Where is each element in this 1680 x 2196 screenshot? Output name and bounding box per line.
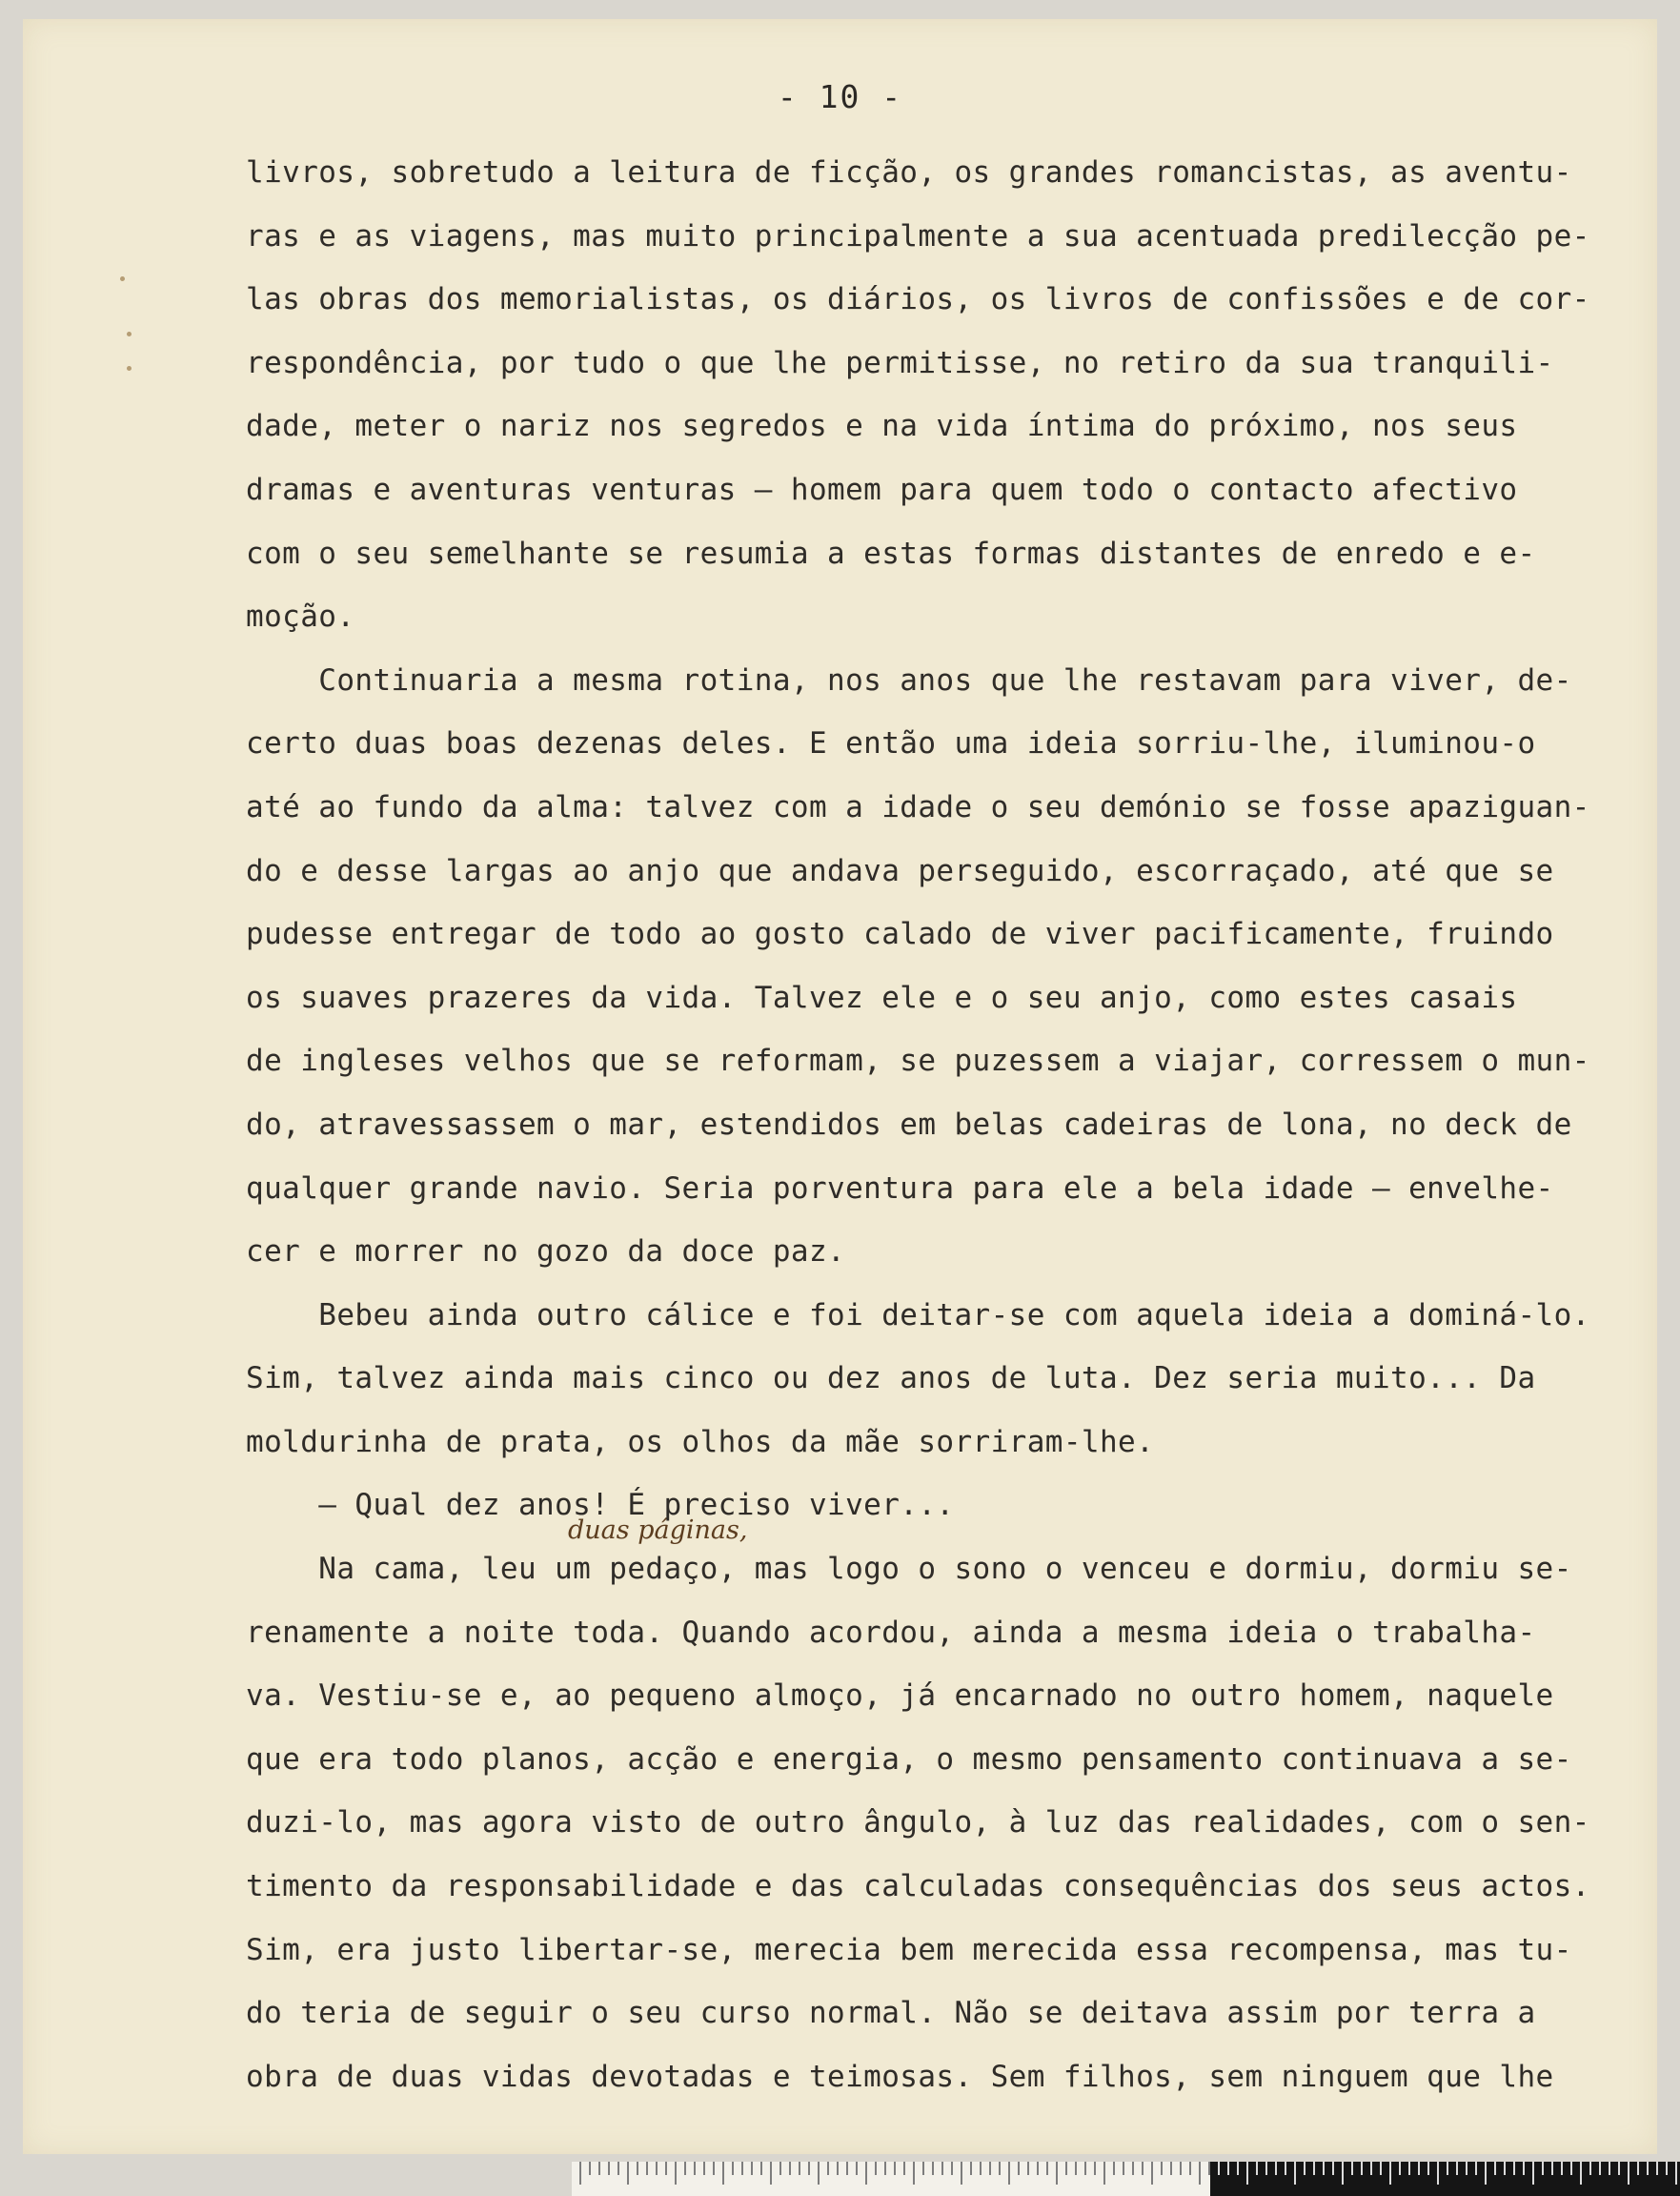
scale-tick (1046, 2162, 1048, 2175)
scale-tick (694, 2162, 696, 2175)
scale-tick (1094, 2162, 1096, 2175)
scale-tick (751, 2162, 753, 2175)
text-line: moção. (246, 600, 355, 635)
scale-tick (1275, 2162, 1277, 2175)
text-line: Na cama, leu um pedaço, mas logo o sono o venceu e dormiu, dormiu se- (246, 1552, 1572, 1587)
scale-tick (827, 2162, 829, 2175)
scale-tick (999, 2162, 1001, 2175)
scale-tick (722, 2162, 724, 2185)
scale-tick (1561, 2162, 1563, 2175)
scale-tick (865, 2162, 867, 2185)
scale-tick (665, 2162, 667, 2175)
scale-tick (703, 2162, 705, 2175)
scale-tick (1551, 2162, 1553, 2175)
text-line: Continuaria a mesma rotina, nos anos que lhe restavam para viver, de- (246, 662, 1572, 698)
scale-tick (1675, 2162, 1677, 2185)
text-line: ras e as viagens, mas muito principalmente a sua acentuada predilecção pe- (246, 218, 1590, 254)
scale-tick (837, 2162, 839, 2175)
scale-tick (818, 2162, 820, 2185)
text-line: qualquer grande navio. Seria porventura para ele a bela idade — envelhe- (246, 1170, 1554, 1206)
scale-tick (1208, 2162, 1210, 2175)
text-line: pudesse entregar de todo ao gosto calado de viver pacificamente, fruindo (246, 917, 1554, 952)
text-line: que era todo planos, acção e energia, o mesmo pensamento continuava a se- (246, 1741, 1572, 1777)
scale-tick (1456, 2162, 1458, 2175)
text-line: va. Vestiu-se e, ao pequeno almoço, já encarnado no outro homem, naquele (246, 1678, 1554, 1714)
scale-tick (1589, 2162, 1591, 2175)
scale-tick (1265, 2162, 1267, 2175)
scale-tick (1189, 2162, 1191, 2175)
scale-tick (789, 2162, 791, 2175)
scale-tick (1504, 2162, 1506, 2175)
scale-tick (1532, 2162, 1534, 2185)
scale-tick (1056, 2162, 1058, 2185)
scale-tick (589, 2162, 591, 2175)
scale-tick (675, 2162, 677, 2185)
scale-tick (1285, 2162, 1286, 2175)
scale-tick (1609, 2162, 1610, 2175)
scale-tick (713, 2162, 715, 2175)
scale-tick (617, 2162, 619, 2175)
scale-tick (1113, 2162, 1115, 2175)
text-line: Sim, talvez ainda mais cinco ou dez anos de luta. Dez seria muito... Da (246, 1361, 1536, 1396)
scale-tick (1227, 2162, 1229, 2175)
scale-tick (1237, 2162, 1239, 2175)
scale-tick (1475, 2162, 1477, 2175)
scale-tick (1656, 2162, 1658, 2175)
color-scale-ruler (572, 2162, 1680, 2196)
scale-tick (1466, 2162, 1467, 2175)
scale-tick (1666, 2162, 1668, 2175)
scale-tick (598, 2162, 600, 2175)
text-line: Sim, era justo libertar-se, merecia bem merecida essa recompensa, mas tu- (246, 1932, 1572, 1967)
scale-tick (1542, 2162, 1544, 2175)
scale-tick (1447, 2162, 1448, 2175)
text-line: do teria de seguir o seu curso normal. Não se deitava assim por terra a (246, 1996, 1536, 2031)
scale-tick (1037, 2162, 1039, 2175)
scale-tick (1027, 2162, 1029, 2175)
scale-tick (760, 2162, 762, 2175)
scale-tick (1065, 2162, 1067, 2175)
scale-tick (1142, 2162, 1144, 2175)
scale-tick (646, 2162, 648, 2175)
scale-tick (637, 2162, 638, 2175)
scale-tick (1332, 2162, 1334, 2175)
scale-tick (1103, 2162, 1105, 2185)
scale-tick (951, 2162, 953, 2175)
scale-tick (808, 2162, 810, 2175)
text-line: duzi-lo, mas agora visto de outro ângulo, à luz das realidades, com o sen- (246, 1805, 1590, 1840)
scale-tick (1361, 2162, 1363, 2175)
scale-tick (732, 2162, 734, 2175)
scale-tick (1256, 2162, 1258, 2175)
scale-tick (1599, 2162, 1601, 2175)
scale-tick (1323, 2162, 1325, 2175)
scale-tick (1313, 2162, 1315, 2175)
text-line: Bebeu ainda outro cálice e foi deitar-se com aquela ideia a dominá-lo. (246, 1297, 1590, 1332)
scale-tick (989, 2162, 991, 2175)
scale-tick (1084, 2162, 1086, 2175)
scale-tick (1351, 2162, 1353, 2175)
scale-tick (799, 2162, 800, 2175)
scale-tick (1246, 2162, 1248, 2185)
text-line: cer e morrer no gozo da doce paz. (246, 1234, 846, 1270)
scale-tick (913, 2162, 915, 2185)
scale-tick (1161, 2162, 1163, 2175)
scale-tick (894, 2162, 896, 2175)
scale-tick (1437, 2162, 1439, 2185)
scale-tick (1389, 2162, 1391, 2185)
scale-tick (961, 2162, 962, 2185)
scale-tick (1370, 2162, 1372, 2175)
scale-tick (1418, 2162, 1420, 2175)
text-line: livros, sobretudo a leitura de ficção, os grandes romancistas, as aventu- (246, 155, 1572, 190)
scale-tick (856, 2162, 858, 2175)
text-line: las obras dos memorialistas, os diários, os livros de confissões e de cor- (246, 282, 1590, 317)
scale-tick (932, 2162, 934, 2175)
scale-tick (1399, 2162, 1401, 2175)
scale-tick (656, 2162, 658, 2175)
scale-tick (1180, 2162, 1182, 2175)
scale-tick (1523, 2162, 1525, 2175)
scale-tick (875, 2162, 877, 2175)
body-text (246, 141, 1637, 2108)
handwritten-insert: duas páginas, (568, 1515, 748, 1545)
scale-tick (608, 2162, 610, 2175)
scale-tick (684, 2162, 686, 2175)
scale-tick (970, 2162, 972, 2175)
scale-tick (1408, 2162, 1410, 2175)
scale-tick (1008, 2162, 1010, 2185)
scale-tick (1628, 2162, 1629, 2185)
scale-tick (1170, 2162, 1172, 2175)
scale-tick (1637, 2162, 1639, 2175)
scale-tick (1494, 2162, 1496, 2175)
scale-tick (884, 2162, 886, 2175)
scale-tick (1018, 2162, 1020, 2175)
scale-tick (1580, 2162, 1582, 2185)
scale-tick (1380, 2162, 1382, 2175)
text-line: de ingleses velhos que se reformam, se puzessem a viajar, corressem o mun- (246, 1044, 1590, 1079)
text-line: obra de duas vidas devotadas e teimosas. Sem filhos, sem ninguem que lhe (246, 2059, 1554, 2094)
text-line: timento da responsabilidade e das calculadas consequências dos seus actos. (246, 1869, 1590, 1904)
text-line: respondência, por tudo o que lhe permitisse, no retiro da sua tranquili- (246, 345, 1554, 380)
scale-tick (980, 2162, 982, 2175)
scale-tick (1151, 2162, 1153, 2185)
scale-tick (741, 2162, 743, 2175)
text-line: do, atravessassem o mar, estendidos em belas cadeiras de lona, no deck de (246, 1107, 1572, 1142)
scale-tick (1075, 2162, 1077, 2175)
scale-tick (1485, 2162, 1487, 2185)
scale-tick (846, 2162, 848, 2175)
text-line: renamente a noite toda. Quando acordou, ainda a mesma ideia o trabalha- (246, 1615, 1536, 1650)
text-line: com o seu semelhante se resumia a estas formas distantes de enredo e e- (246, 536, 1536, 571)
page-number: - 10 - (777, 78, 903, 115)
scale-tick (1647, 2162, 1649, 2175)
scale-tick (579, 2162, 581, 2185)
text-line: moldurinha de prata, os olhos da mãe sorriram-lhe. (246, 1424, 1155, 1459)
scale-tick (1342, 2162, 1344, 2185)
scale-tick (770, 2162, 772, 2185)
scale-tick (1294, 2162, 1296, 2185)
scale-tick (1618, 2162, 1620, 2175)
scale-tick (941, 2162, 943, 2175)
scale-tick (1570, 2162, 1572, 2175)
text-line: dramas e aventuras venturas — homem para quem todo o contacto afectivo (246, 472, 1518, 507)
scale-tick (1123, 2162, 1124, 2175)
scale-tick (1218, 2162, 1220, 2175)
scale-tick (903, 2162, 905, 2175)
scale-tick (1427, 2162, 1429, 2175)
text-line: certo duas boas dezenas deles. E então uma ideia sorriu-lhe, iluminou-o (246, 726, 1536, 762)
scale-tick (1199, 2162, 1201, 2185)
scale-tick (922, 2162, 924, 2175)
scale-tick (627, 2162, 629, 2185)
text-line: do e desse largas ao anjo que andava perseguido, escorraçado, até que se (246, 853, 1554, 888)
scale-tick (779, 2162, 781, 2175)
scale-tick (1304, 2162, 1306, 2175)
text-line: dade, meter o nariz nos segredos e na vida íntima do próximo, nos seus (246, 409, 1518, 444)
text-line: — Qual dez anos! É preciso viver... (246, 1488, 955, 1523)
scale-tick (1132, 2162, 1134, 2175)
text-line: os suaves prazeres da vida. Talvez ele e o seu anjo, como estes casais (246, 980, 1518, 1015)
scale-tick (1513, 2162, 1515, 2175)
text-line: até ao fundo da alma: talvez com a idade o seu demónio se fosse apaziguan- (246, 789, 1590, 824)
